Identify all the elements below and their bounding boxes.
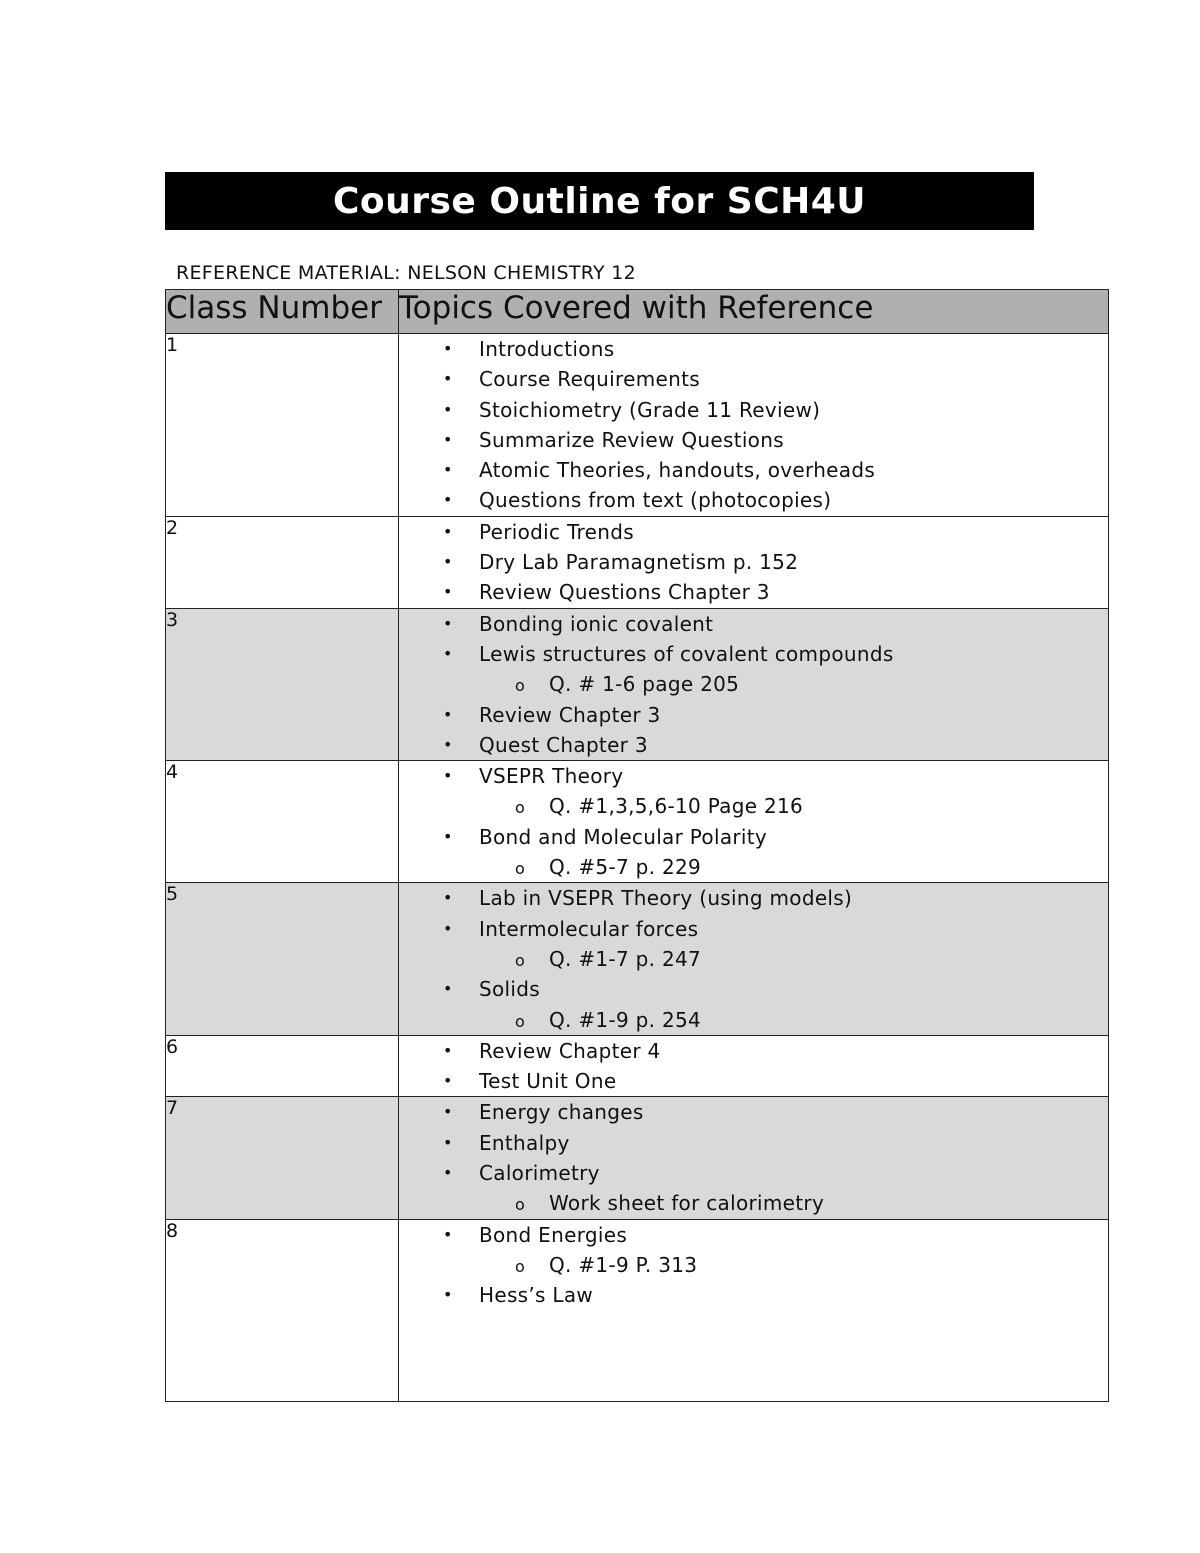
- list-item: [399, 822, 1108, 852]
- bullet-icon: •: [443, 766, 453, 786]
- topic-text: Work sheet for calorimetry: [549, 1191, 825, 1216]
- bullet-icon: •: [443, 1163, 453, 1183]
- topic-text: Atomic Theories, handouts, overheads: [479, 458, 876, 483]
- topics-cell: [399, 883, 1109, 1035]
- column-header-topics: Topics Covered with Reference: [399, 290, 1109, 334]
- bullet-icon: •: [443, 643, 453, 663]
- topics-cell: [399, 516, 1109, 608]
- topic-text: Dry Lab Paramagnetism p. 152: [479, 550, 799, 575]
- table-row: [166, 608, 1109, 760]
- topic-text: Lab in VSEPR Theory (using models): [479, 886, 853, 911]
- list-item: [399, 547, 1108, 577]
- class-number-cell: 7: [166, 1097, 399, 1219]
- topic-text: Periodic Trends: [479, 519, 634, 544]
- topics-cell: [399, 761, 1109, 883]
- circle-bullet-icon: o: [515, 1011, 526, 1031]
- topic-text: Q. #1-9 p. 254: [549, 1007, 702, 1032]
- sub-list-item: [399, 852, 1108, 882]
- topic-text: Q. # 1-6 page 205: [549, 672, 740, 697]
- topic-text: Lewis structures of covalent compounds: [479, 641, 894, 666]
- topic-text: Test Unit One: [479, 1069, 617, 1094]
- class-number-cell: 8: [166, 1219, 399, 1401]
- class-number-cell: 1: [166, 334, 399, 517]
- table-row: [166, 1097, 1109, 1219]
- bullet-icon: •: [443, 1132, 453, 1152]
- topic-text: Bond Energies: [479, 1222, 628, 1247]
- bullet-icon: •: [443, 979, 453, 999]
- topic-text: Q. #1,3,5,6-10 Page 216: [549, 794, 804, 819]
- list-item: [399, 1036, 1108, 1066]
- table-header-row: [166, 290, 1109, 334]
- topic-text: Q. #1-9 P. 313: [549, 1252, 698, 1277]
- bullet-icon: •: [443, 704, 453, 724]
- table-row: [166, 883, 1109, 1035]
- table-row: [166, 334, 1109, 517]
- circle-bullet-icon: o: [515, 950, 526, 970]
- table-body: [166, 334, 1109, 1402]
- topic-text: Summarize Review Questions: [479, 427, 784, 452]
- sub-list-item: [399, 944, 1108, 974]
- topic-text: Q. #1-7 p. 247: [549, 946, 702, 971]
- list-item: [399, 1280, 1108, 1310]
- topics-cell: [399, 1219, 1109, 1401]
- page-title: Course Outline for SCH4U: [165, 172, 1034, 230]
- course-outline-table: [165, 289, 1109, 1402]
- list-item: [399, 517, 1108, 547]
- bullet-icon: •: [443, 369, 453, 389]
- list-item: [399, 974, 1108, 1004]
- list-item: [399, 1066, 1108, 1096]
- list-item: [399, 425, 1108, 455]
- list-item: [399, 334, 1108, 364]
- topic-text: Intermolecular forces: [479, 916, 699, 941]
- circle-bullet-icon: o: [515, 859, 526, 879]
- circle-bullet-icon: o: [515, 1256, 526, 1276]
- bullet-icon: •: [443, 918, 453, 938]
- bullet-icon: •: [443, 552, 453, 572]
- bullet-icon: •: [443, 826, 453, 846]
- list-item: [399, 761, 1108, 791]
- bullet-icon: •: [443, 613, 453, 633]
- bullet-icon: •: [443, 339, 453, 358]
- topics-cell: [399, 1035, 1109, 1097]
- sub-list-item: [399, 669, 1108, 699]
- circle-bullet-icon: o: [515, 1195, 526, 1215]
- sub-list-item: [399, 1005, 1108, 1035]
- table-row: [166, 1035, 1109, 1097]
- class-number-cell: 4: [166, 761, 399, 883]
- class-number-cell: 5: [166, 883, 399, 1035]
- class-number-cell: 2: [166, 516, 399, 608]
- bullet-icon: •: [443, 490, 453, 510]
- topic-text: Enthalpy: [479, 1130, 570, 1155]
- topic-text: Review Chapter 4: [479, 1038, 661, 1063]
- topic-text: Solids: [479, 977, 540, 1002]
- list-item: [399, 609, 1108, 639]
- sub-list-item: [399, 791, 1108, 821]
- topic-text: Energy changes: [479, 1100, 644, 1125]
- bullet-icon: •: [443, 582, 453, 602]
- reference-material: REFERENCE MATERIAL: NELSON CHEMISTRY 12: [176, 262, 637, 284]
- topic-text: Review Chapter 3: [479, 702, 661, 727]
- topic-text: Q. #5-7 p. 229: [549, 855, 702, 880]
- bullet-icon: •: [443, 1071, 453, 1091]
- class-number-cell: 3: [166, 608, 399, 760]
- list-item: [399, 1220, 1108, 1250]
- bullet-icon: •: [443, 1224, 453, 1244]
- sub-list-item: [399, 1250, 1108, 1280]
- topic-text: Bonding ionic covalent: [479, 611, 714, 636]
- bullet-icon: •: [443, 1040, 453, 1060]
- topic-text: Introductions: [479, 337, 615, 361]
- circle-bullet-icon: o: [515, 676, 526, 696]
- list-item: [399, 700, 1108, 730]
- topic-text: Stoichiometry (Grade 11 Review): [479, 397, 821, 422]
- bullet-icon: •: [443, 734, 453, 754]
- table-row: [166, 1219, 1109, 1401]
- list-item: [399, 1097, 1108, 1127]
- bullet-icon: •: [443, 1285, 453, 1305]
- topics-cell: [399, 334, 1109, 517]
- topic-text: Review Questions Chapter 3: [479, 580, 770, 605]
- topics-cell: [399, 608, 1109, 760]
- bullet-icon: •: [443, 521, 453, 541]
- table-row: [166, 761, 1109, 883]
- list-item: [399, 639, 1108, 669]
- bullet-icon: •: [443, 429, 453, 449]
- list-item: [399, 914, 1108, 944]
- list-item: [399, 1158, 1108, 1188]
- list-item: [399, 455, 1108, 485]
- topic-text: Course Requirements: [479, 367, 700, 392]
- list-item: [399, 364, 1108, 394]
- bullet-icon: •: [443, 460, 453, 480]
- topic-text: Calorimetry: [479, 1161, 600, 1186]
- topics-cell: [399, 1097, 1109, 1219]
- column-header-class-number: Class Number: [166, 290, 399, 334]
- topic-text: Quest Chapter 3: [479, 732, 648, 757]
- topic-text: Questions from text (photocopies): [479, 488, 832, 513]
- bullet-icon: •: [443, 1102, 453, 1122]
- list-item: [399, 730, 1108, 760]
- list-item: [399, 395, 1108, 425]
- list-item: [399, 485, 1108, 515]
- list-item: [399, 883, 1108, 913]
- bullet-icon: •: [443, 888, 453, 908]
- list-item: [399, 1128, 1108, 1158]
- sub-list-item: [399, 1188, 1108, 1218]
- circle-bullet-icon: o: [515, 798, 526, 818]
- topic-text: VSEPR Theory: [479, 764, 624, 789]
- class-number-cell: 6: [166, 1035, 399, 1097]
- topic-text: Hess’s Law: [479, 1283, 594, 1308]
- list-item: [399, 577, 1108, 607]
- topic-text: Bond and Molecular Polarity: [479, 824, 768, 849]
- table-row: [166, 516, 1109, 608]
- bullet-icon: •: [443, 399, 453, 419]
